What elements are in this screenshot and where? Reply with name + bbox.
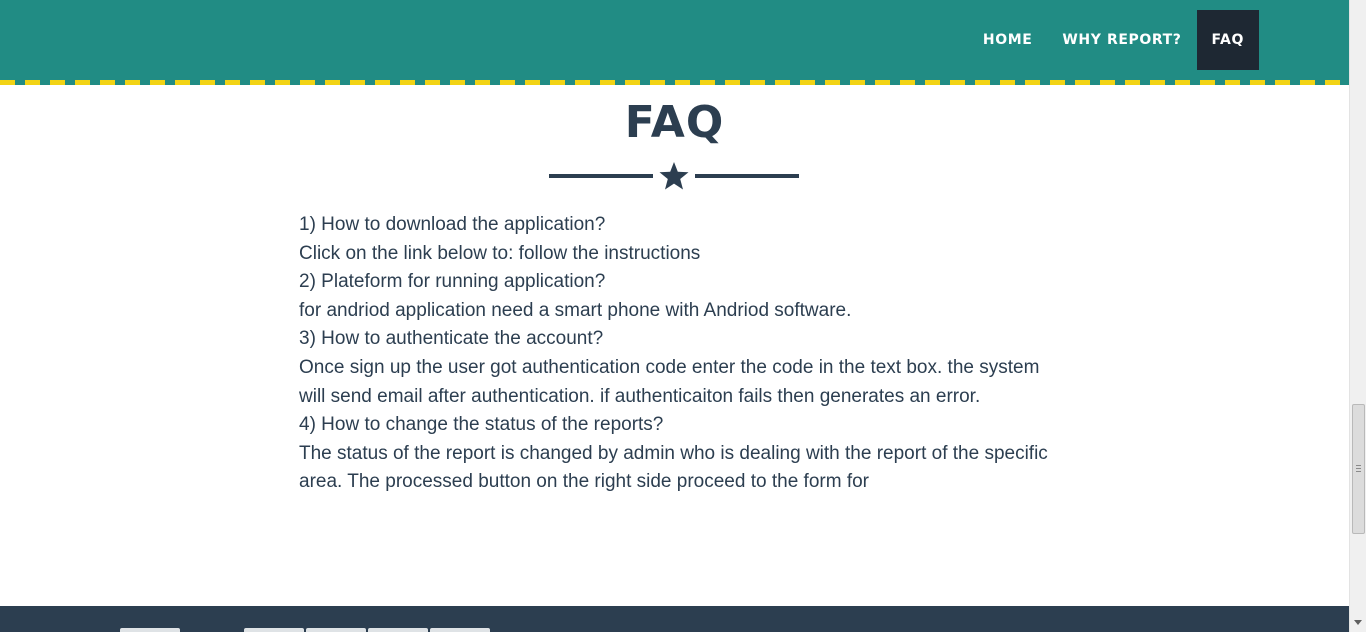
star-icon [657, 161, 691, 191]
faq-section [0, 85, 1349, 606]
footer [0, 606, 1349, 632]
footer-tab[interactable] [368, 628, 428, 632]
faq-question: 4) How to change the status of the reports? [299, 414, 664, 436]
vertical-scrollbar[interactable] [1349, 0, 1366, 632]
footer-tab[interactable] [244, 628, 304, 632]
footer-tab[interactable] [120, 628, 180, 632]
nav-menu [968, 10, 1259, 70]
nav-home-link[interactable]: HOME [982, 32, 1033, 48]
scrollbar-thumb[interactable] [1352, 404, 1365, 534]
divider-line-left [549, 174, 653, 178]
faq-answer: Once sign up the user got authentication code enter the code in the text box. the system will send email after authentication. if authenticaiton fails then generates an error. [299, 356, 1040, 407]
nav-why-report-link[interactable]: WHY REPORT? [1062, 32, 1182, 48]
page-title: FAQ [624, 97, 725, 148]
footer-tab[interactable] [430, 628, 490, 632]
faq-question: 1) How to download the application? [299, 214, 606, 235]
faq-answer: The status of the report is changed by admin who is dealing with the report of the specific area. The processed button on the right side proceed to the form for [299, 442, 1048, 493]
top-navbar [0, 0, 1349, 80]
faq-question: 3) How to authenticate the account? [299, 328, 604, 350]
faq-answer: for andriod application need a smart phone with Andriod software. [299, 299, 852, 321]
nav-faq-link[interactable]: FAQ [1197, 10, 1260, 70]
footer-tab[interactable] [306, 628, 366, 632]
faq-answer: Click on the link below to: follow the instructions [299, 242, 701, 264]
faq-list [299, 211, 1059, 497]
scrollbar-grip-icon [1356, 465, 1361, 472]
faq-question: 2) Plateform for running application? [299, 271, 606, 293]
footer-tab-strip [0, 628, 1349, 632]
title-divider [549, 161, 799, 191]
scroll-down-arrow-icon[interactable] [1354, 620, 1362, 625]
divider-line-right [695, 174, 799, 178]
